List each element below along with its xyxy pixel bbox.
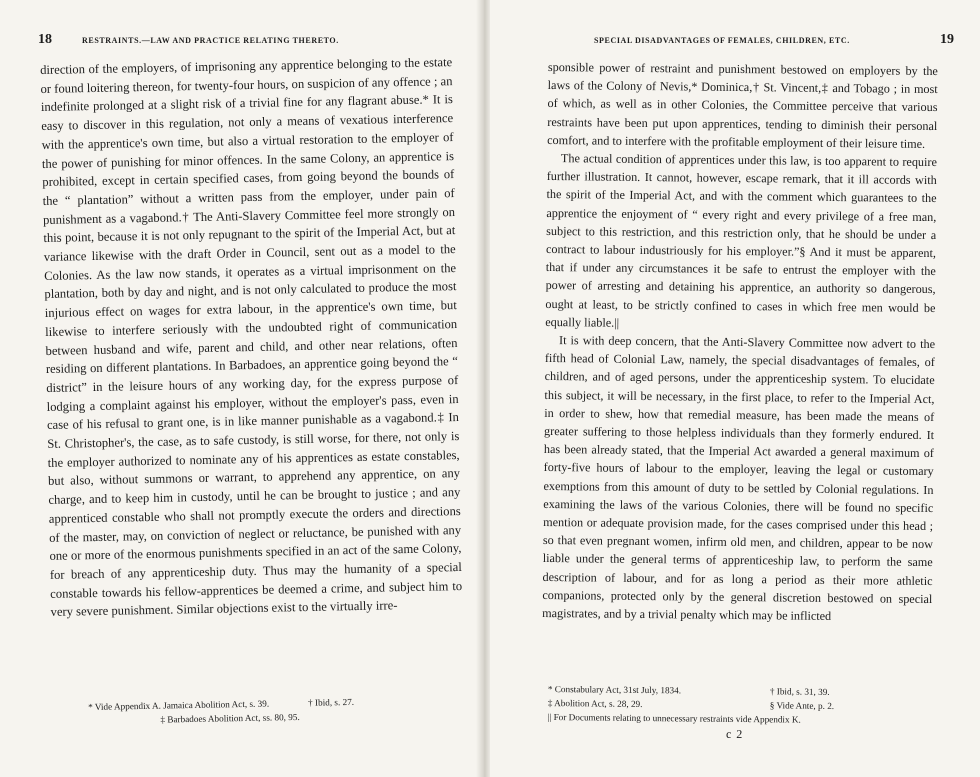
right-paragraph-3: It is with deep concern, that the Anti-Slavery Committee now advert to the fifth head of Colonial Law, namely, the special disadvantages of females, of children, and of aged persons, under the apprenticeship system. To elucidate this subject, it will be necessary, in the first place, to refer to the Imperial Act, in order to shew, how that remedial measure, has been made the means of greater suffering to those helpless individuals than they formerly endured. It has been already stated, that the Imperial Act awarded a general maximum of forty-five hours of labour to the employer, leaving the legal or customary exemptions from this amount of duty to be settled by Colonial regulations. In examining the laws of the various Colonies, there will be found no specific mention or adequate provision made, for the cases comprised under this head ; so that even pregnant women, infirm old men, and children, appear to be now liable under the general terms of apprenticeship law, to perform the same description of labour, and for as long a period as their more athletic companions, protected only by the general discretion bestowed on special magistrates, and by a trivial penalty which may be inflicted (542, 333, 936, 624)
right-footnote-4: § Vide Ante, p. 2. (769, 700, 835, 711)
right-footnote-2: † Ibid, s. 31, 39. (769, 686, 830, 697)
left-page-number: 18 (38, 32, 52, 47)
left-footnote-2: † Ibid, s. 27. (307, 696, 355, 708)
left-body-text (40, 53, 463, 622)
right-page (490, 0, 980, 777)
right-footnote-5: || For Documents relating to unnecessary restraints vide Appendix K. (547, 711, 801, 725)
left-paragraph-1: direction of the employers, of imprisoning any apprentice belonging to the estate or found loitering thereon, for twenty-four hours, on suspicion of any offence ; an indefinite prolonged at a slight risk of a trivial fine for any flagrant abuse.* It is easy to discover in this regulation, not only a means of vexatious interference with the apprentice's own time, but also a virtual restoration to the employer of the power of punishing for minor offences. In the same Colony, an apprentice is prohibited, except in certain specified cases, from going beyond the bounds of the “ plantation” without a written pass from the employer, under pain of punishment as a vagabond.† The Anti-Slavery Committee feel more strongly on this point, because it is not only repugnant to the spirit of the Imperial Act, but at variance likewise with the draft Order in Council, sent out as a model to the Colonies. As the law now stands, it operates as a virtual imprisonment on the plantation, both by day and night, and is not only calculated to produce the most injurious effect on wages for extra labour, in the apprentice's own time, but likewise to interfere seriously with the undoubted right of communication between husband and wife, parent and child, and other near relations, often residing on different plantations. In Barbadoes, an apprentice going beyond the “ district” in the leisure hours of any working day, for the express purpose of lodging a complaint against his employer, without the employer's pass, even in case of his refusal to grant one, is in like manner punishable as a vagabond.‡ In St. Christopher's, the case, as to safe custody, is still worse, for there, not only is the employer authorized to nominate any of his apprentices as estate constables, but also, without summons or warrant, to apprehend any apprentice, on any charge, and to keep him in custody, until he can be brought to justice ; and any apprenticed constable who shall not promptly execute the orders and directions of the master, may, on conviction of neglect or reluctance, be punished with any one or more of the enormous punishments specified in an act of the same Colony, for breach of any apprenticeship duty. Thus may the humanity of a special constable towards his fellow-apprentices be deemed a crime, and subject him to very severe punishment. Similar objections exist to the virtually irre- (40, 55, 463, 620)
right-paragraph-2: The actual condition of apprentices under this law, is too apparent to require further illustration. It cannot, however, escape remark, that it ill accords with the spirit of the Imperial Act, and with the comment which guarantees to the apprentice the enjoyment of “ every right and every privilege of a free man, subject to this restriction, and this restriction only, that he should be under a contract to labour industriously for his employer.”§ And it must be apparent, that if under any circumstances it be safe to entrust the employer with the power of arresting and detaining his apprentice, an authority so dangerous, ought at least, to be strictly confined to cases in which free men would be equally liable.|| (545, 151, 938, 330)
right-footnote-1: * Constabulary Act, 31st July, 1834. (547, 683, 682, 696)
left-page (0, 0, 478, 777)
left-footnote-1: * Vide Appendix A. Jamaica Abolition Act, s. 39. (88, 698, 270, 712)
left-footnote-3: ‡ Barbadoes Abolition Act, ss. 80, 95. (160, 711, 300, 725)
right-footnotes (548, 682, 938, 728)
left-footnotes (88, 693, 448, 728)
right-page-number: 19 (940, 32, 954, 47)
right-paragraph-1: sponsible power of restraint and punishment bestowed on employers by the laws of the Colony of Nevis,* Dominica,† St. Vincent,‡ and Tobago ; in most of which, as well as in other Colonies, the Committee perceive that various restraints have been put upon apprentices, tending to diminish their personal comfort, and to interfere with the profitable employment of their leisure time. (547, 59, 938, 151)
right-running-head: SPECIAL DISADVANTAGES OF FEMALES, CHILDREN, ETC. (594, 36, 850, 45)
left-running-head: RESTRAINTS.—LAW AND PRACTICE RELATING THERETO. (82, 36, 339, 45)
right-body-text (542, 58, 938, 626)
right-footnote-3: ‡ Abolition Act, s. 28, 29. (547, 697, 643, 709)
signature-mark: c 2 (725, 726, 744, 742)
